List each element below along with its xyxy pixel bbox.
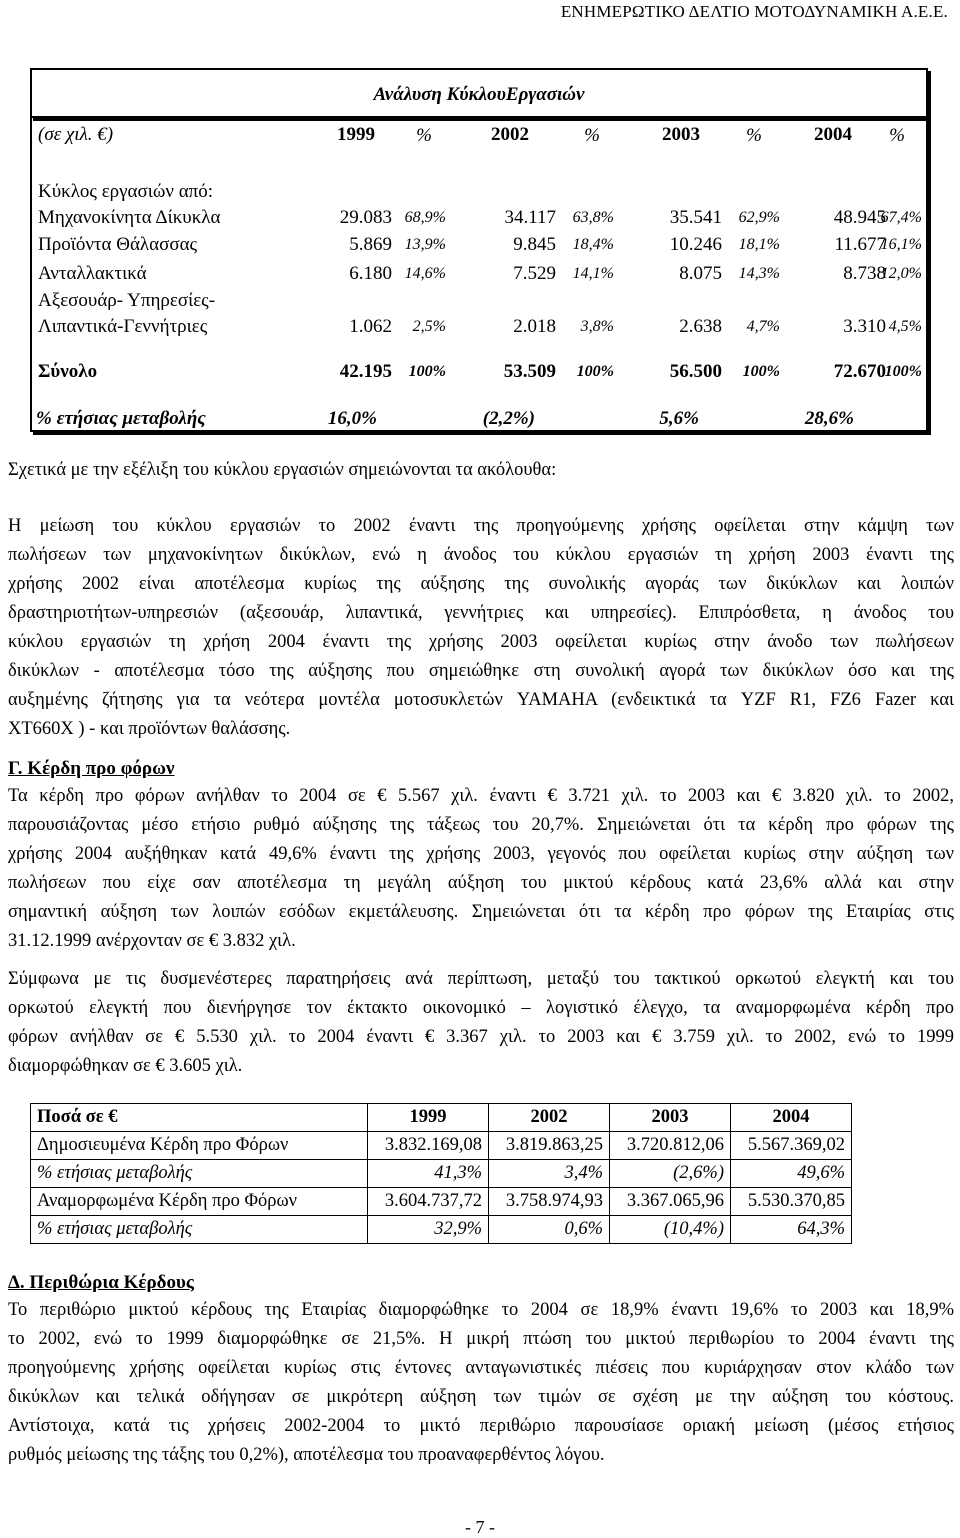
paragraph-line: Αντίστοιχα, κατά τις χρήσεις 2002-2004 το μικτό περιθώριο παρουσίασε οριακή μείωση (μέσος ετήσιος: [8, 1416, 954, 1436]
table-row-label: Ποσά σε €: [31, 1104, 368, 1132]
table-cell: 2003: [610, 1104, 731, 1132]
pct-header: %: [584, 125, 600, 146]
row-value: 2.018: [513, 316, 556, 337]
row-pct: 14,3%: [738, 265, 780, 282]
table-cell: 5.567.369,02: [731, 1132, 852, 1160]
row-value: 48.945: [833, 207, 886, 228]
paragraph-line: XT660X ) - και προϊόντων θαλάσσης.: [8, 719, 291, 739]
row-value: 7.529: [513, 263, 556, 284]
table-row-label: % ετήσιας μεταβολής: [31, 1216, 368, 1244]
total-pct: 100%: [408, 363, 446, 380]
paragraph-line: προηγούμενης χρήσης οφείλεται κυρίως στις έντονες ανταγωνιστικές πιέσεις που κυριάρχησαν στον κλάδο των: [8, 1358, 954, 1378]
section-heading-margins: Δ. Περιθώρια Κέρδους: [8, 1272, 194, 1293]
paragraph-line: παρουσιάζοντας μέσο ετήσιο ρυθμό αύξησης της τάξεως του 20,7%. Σημειώνεται ότι τα κέρδη προ φόρων της: [8, 815, 954, 835]
change-value: (2,2%): [482, 408, 535, 429]
paragraph-line: ορκωτού ελεγκτή που διενήργησε τον έκτακτο οικονομικό – λογιστικό έλεγχο, τα αναμορφωμένα κέρδη προ: [8, 998, 954, 1018]
paragraph-line: χρήσης 2004 αυξήθηκαν κατά 49,6% έναντι της χρήσης 2003, γεγονός που οφείλεται κυρίως στην αύξηση των: [8, 844, 954, 864]
paragraph-line: Σύμφωνα με τις δυσμενέστερες παρατηρήσεις ανά περίπτωση, μεταξύ του τακτικού ορκωτού ελεγκτή και του: [8, 969, 954, 989]
section-heading-profits: Γ. Κέρδη προ φόρων: [8, 758, 175, 779]
table-cell: 2002: [489, 1104, 610, 1132]
paragraph-turnover: [8, 512, 954, 744]
row-value: 29.083: [339, 207, 392, 228]
pct-header: %: [889, 125, 905, 146]
document-header: ΕΝΗΜΕΡΩΤΙΚΟ ΔΕΛΤΙΟ ΜΟΤΟΔΥΝΑΜΙΚΗ Α.Ε.Ε.: [560, 2, 948, 21]
total-pct: 100%: [742, 363, 780, 380]
row-value: 35.541: [669, 207, 722, 228]
row-value: 9.845: [513, 234, 556, 255]
table-cell: (2,6%): [610, 1160, 731, 1188]
table-row: [31, 1160, 852, 1188]
turnover-title-box: [30, 68, 928, 118]
row-pct: 12,0%: [880, 265, 922, 282]
total-pct: 100%: [884, 363, 922, 380]
table-cell: 3.367.065,96: [610, 1188, 731, 1216]
year-header: 2003: [662, 124, 700, 145]
row-label: Μηχανοκίνητα Δίκυκλα: [38, 207, 221, 228]
row-pct: 4,7%: [746, 318, 780, 335]
year-header: 2004: [814, 124, 852, 145]
total-label: Σύνολο: [38, 361, 98, 382]
table-cell: 1999: [368, 1104, 489, 1132]
paragraph-line: ρυθμός μείωσης της τάξης του 0,2%), αποτέλεσμα του προαναφερθέντος λόγου.: [8, 1445, 605, 1465]
change-value: 28,6%: [804, 408, 854, 429]
table-cell: (10,4%): [610, 1216, 731, 1244]
paragraph-line: φόρων ανήλθαν σε € 5.530 χιλ. το 2004 έναντι € 3.367 χιλ. το 2003 και € 3.759 χιλ. το 2002, ενώ το 1999: [8, 1027, 954, 1047]
row-label: Λιπαντικά-Γεννήτριες: [38, 316, 208, 337]
row-pct: 18,1%: [738, 236, 780, 253]
row-value: 34.117: [504, 207, 556, 228]
paragraph-line: χρήσης 2002 είναι αποτέλεσμα κυρίως της αύξησης της συνολικής αγοράς των δικύκλων και λοιπών: [8, 574, 954, 594]
paragraph-line: δικύκλων - αποτέλεσμα τόσο της αύξησης που σημειώθηκε στη συνολική αγορά των δικύκλων όσο και της: [8, 661, 954, 681]
row-value: 8.075: [679, 263, 722, 284]
paragraph-line: σημαντική αύξηση των λοιπών εσόδων εκμετάλευσης. Σημειώνεται ότι τα κέρδη προ φόρων της Εταιρίας στις: [8, 902, 954, 922]
row-value: 3.310: [843, 316, 886, 337]
paragraph-line: το 2002, ενώ το 1999 διαμορφώθηκε σε 21,5%. Η μικρή πτώση του μικτού περιθωρίου το 2004 έναντι της: [8, 1329, 954, 1349]
table-cell: 2004: [731, 1104, 852, 1132]
paragraph-line: Η μείωση του κύκλου εργασιών το 2002 έναντι της προηγούμενης χρήσης οφείλεται στην κάμψη των: [8, 516, 954, 536]
row-value: 2.638: [679, 316, 722, 337]
table-cell: 3.819.863,25: [489, 1132, 610, 1160]
row-value: 8.738: [843, 263, 886, 284]
paragraph-line: πωλήσεων των μηχανοκίνητων δικύκλων, ενώ η άνοδος του κύκλου εργασιών τη χρήση 2003 έναντι της: [8, 545, 954, 565]
row-pct: 63,8%: [572, 209, 614, 226]
paragraph-line: κύκλου εργασιών τη χρήση 2004 έναντι της χρήσης 2003 οφείλεται κυρίως στην άνοδο των πωλήσεων: [8, 632, 954, 652]
table-cell: 0,6%: [489, 1216, 610, 1244]
change-value: 16,0%: [327, 408, 377, 429]
page-number: - 7 -: [465, 1517, 495, 1537]
row-value: 11.677: [834, 234, 886, 255]
row-pct: 62,9%: [738, 209, 780, 226]
row-value: 6.180: [349, 263, 392, 284]
table-cell: 3,4%: [489, 1160, 610, 1188]
paragraph-intro: [8, 456, 954, 485]
paragraph-line: πωλήσεων που είχε σαν αποτέλεσμα τη μεγάλη αύξηση του μικτού κέρδους κατά 23,6% αλλά και στην: [8, 873, 954, 893]
year-header: 2002: [491, 124, 529, 145]
unit-label: (σε χιλ. €): [38, 124, 114, 145]
paragraph-line: 31.12.1999 ανέρχονταν σε € 3.832 χιλ.: [8, 931, 296, 951]
paragraph-line: δικύκλων και τελικά οδήγησαν σε μικρότερη αύξηση των τιμών σε σχέση με την αύξηση του κόστους.: [8, 1387, 954, 1407]
change-label: % ετήσιας μεταβολής: [36, 408, 206, 429]
row-value: 5.869: [349, 234, 392, 255]
paragraph-adjusted-profits: [8, 965, 954, 1081]
total-value: 42.195: [339, 361, 392, 382]
row-label: Αξεσουάρ- Υπηρεσίες-: [38, 290, 216, 311]
table-row: [31, 1188, 852, 1216]
table-row-label: Αναμορφωμένα Κέρδη προ Φόρων: [31, 1188, 368, 1216]
row-pct: 67,4%: [880, 209, 922, 226]
pct-header: %: [416, 125, 432, 146]
turnover-table: [30, 118, 928, 432]
row-pct: 14,6%: [404, 265, 446, 282]
row-value: 1.062: [349, 316, 392, 337]
year-header: 1999: [337, 124, 375, 145]
paragraph-line: διαμορφώθηκαν σε € 3.605 χιλ.: [8, 1056, 243, 1076]
table-cell: 49,6%: [731, 1160, 852, 1188]
paragraph-line: αυξημένης ζήτησης για τα νεότερα μοντέλα μοτοσυκλετών YAMAHA (ενδεικτικά τα YZF R1, FZ6 Fazer και: [8, 690, 954, 710]
paragraph-line: Το περιθώριο μικτού κέρδους της Εταιρίας διαμορφώθηκε το 2004 σε 18,9% έναντι 19,6% το 2003 και 18,9%: [8, 1300, 954, 1320]
table-cell: 3.720.812,06: [610, 1132, 731, 1160]
total-value: 72.670: [833, 361, 886, 382]
table-row: [31, 1104, 852, 1132]
turnover-intro-label: Κύκλος εργασιών από:: [38, 181, 214, 202]
row-pct: 3,8%: [580, 318, 614, 335]
total-value: 53.509: [503, 361, 556, 382]
total-pct: 100%: [576, 363, 614, 380]
total-value: 56.500: [669, 361, 722, 382]
table-cell: 3.832.169,08: [368, 1132, 489, 1160]
pct-header: %: [746, 125, 762, 146]
paragraph-line: δραστηριοτήτων-υπηρεσιών (αξεσουάρ, λιπαντικά, γεννήτριες και υπηρεσίες). Επιπρόσθετα, η άνοδος του: [8, 603, 954, 623]
table-row-label: Δημοσιευμένα Κέρδη προ Φόρων: [31, 1132, 368, 1160]
paragraph-line: Σχετικά με την εξέλιξη του κύκλου εργασιών σημειώνονται τα ακόλουθα:: [8, 460, 557, 480]
table-cell: 5.530.370,85: [731, 1188, 852, 1216]
paragraph-line: Τα κέρδη προ φόρων ανήλθαν το 2004 σε € 5.567 χιλ. έναντι € 3.721 χιλ. το 2003 και € 3.820 χιλ. το 2002,: [8, 786, 954, 806]
row-pct: 16,1%: [880, 236, 922, 253]
row-label: Ανταλλακτικά: [38, 263, 147, 284]
paragraph-margins: [8, 1296, 954, 1470]
table-row: [31, 1216, 852, 1244]
table-cell: 3.604.737,72: [368, 1188, 489, 1216]
table-row: [31, 1132, 852, 1160]
row-pct: 14,1%: [572, 265, 614, 282]
row-pct: 68,9%: [404, 209, 446, 226]
paragraph-profits: [8, 782, 954, 956]
row-label: Προϊόντα Θάλασσας: [38, 234, 198, 255]
row-pct: 4,5%: [888, 318, 922, 335]
change-value: 5,6%: [659, 408, 699, 429]
turnover-title: Ανάλυση ΚύκλουΕργασιών: [373, 84, 585, 105]
table-cell: 64,3%: [731, 1216, 852, 1244]
row-pct: 2,5%: [412, 318, 446, 335]
table-cell: 41,3%: [368, 1160, 489, 1188]
table-cell: 32,9%: [368, 1216, 489, 1244]
table-cell: 3.758.974,93: [489, 1188, 610, 1216]
profits-table: [30, 1103, 852, 1244]
row-pct: 13,9%: [404, 236, 446, 253]
row-pct: 18,4%: [572, 236, 614, 253]
table-row-label: % ετήσιας μεταβολής: [31, 1160, 368, 1188]
row-value: 10.246: [669, 234, 722, 255]
